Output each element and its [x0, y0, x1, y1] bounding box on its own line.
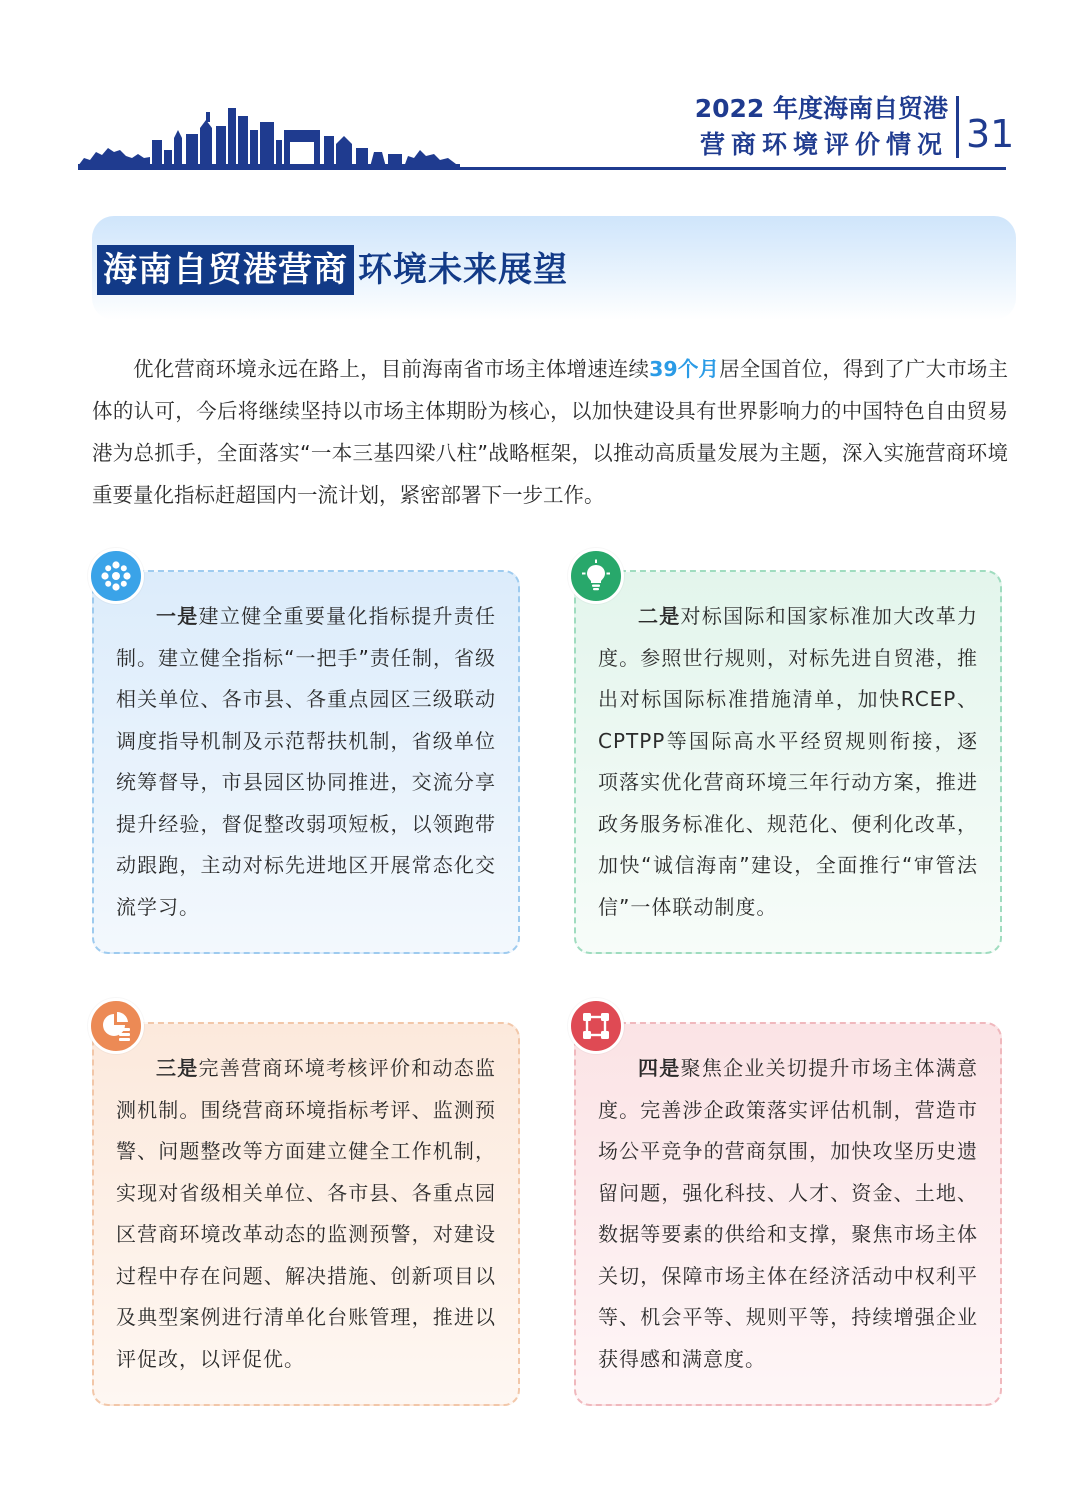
card-lead: 一是 [156, 604, 199, 628]
intro-paragraph [92, 348, 1008, 516]
city-skyline-graphic [78, 100, 460, 170]
card-body: 对标国际和国家标准加大改革力度。参照世行规则，对标先进自贸港，推出对标国际标准措施清单，加快RCEP、CPTPP等国际高水平经贸规则衔接，逐项落实优化营商环境三年行动方案，推进政务服务标准化、规范化、便利化改革，加快“诚信海南”建设，全面推行“审管法信”一体联动制度。 [598, 604, 979, 919]
card-lead: 二是 [638, 604, 681, 628]
chart-icon [88, 998, 144, 1054]
card-body: 建立健全重要量化指标提升责任制。建立健全指标“一把手”责任制，省级相关单位、各市县、各重点园区三级联动调度指导机制及示范帮扶机制，省级单位统筹督导，市县园区协同推进，交流分享提升经验，督促整改弱项短板，以领跑带动跟跑，主动对标先进地区开展常态化交流学习。 [116, 604, 497, 919]
page-number: 31 [966, 112, 1015, 156]
card-four [574, 1022, 1002, 1406]
flower-icon [88, 548, 144, 604]
card-lead: 四是 [638, 1056, 681, 1080]
document-title-line1: 2022 年度海南自贸港 [694, 94, 948, 123]
header-separator [956, 96, 959, 158]
card-lead: 三是 [156, 1056, 199, 1080]
card-text [116, 1048, 496, 1380]
document-title [690, 92, 948, 164]
section-title-rest: 环境未来展望 [358, 250, 568, 290]
intro-text-before: 优化营商环境永远在路上，目前海南省市场主体增速连续 [133, 357, 650, 381]
header-rule [78, 167, 1006, 170]
lightbulb-icon [568, 548, 624, 604]
card-three [92, 1022, 520, 1406]
card-text [116, 596, 496, 928]
intro-highlight: 39个月 [649, 357, 720, 381]
section-title [97, 245, 568, 295]
card-text [598, 596, 978, 928]
intro-text-after: 居全国首位，得到了广大市场主体的认可，今后将继续坚持以市场主体期盼为核心，以加快建设具有世界影响力的中国特色自由贸易港为总抓手，全面落实“一本三基四梁八柱”战略框架，以推动高质量发展为主题，深入实施营商环境重要量化指标赶超国内一流计划，紧密部署下一步工作。 [92, 357, 1009, 507]
card-one [92, 570, 520, 954]
section-title-highlight: 海南自贸港营商 [97, 245, 354, 295]
card-two [574, 570, 1002, 954]
card-body: 聚焦企业关切提升市场主体满意度。完善涉企政策落实评估机制，营造市场公平竞争的营商氛围，加快攻坚历史遗留问题，强化科技、人才、资金、土地、数据等要素的供给和支撑，聚焦市场主体关切，保障市场主体在经济活动中权利平等、机会平等、规则平等，持续增强企业获得感和满意度。 [598, 1056, 979, 1371]
card-body: 完善营商环境考核评价和动态监测机制。围绕营商环境指标考评、监测预警、问题整改等方面建立健全工作机制，实现对省级相关单位、各市县、各重点园区营商环境改革动态的监测预警，对建设过程中存在问题、解决措施、创新项目以及典型案例进行清单化台账管理，推进以评促改，以评促优。 [116, 1056, 497, 1371]
document-title-line2: 营商环境评价情况 [699, 130, 948, 159]
network-icon [568, 998, 624, 1054]
card-text [598, 1048, 978, 1380]
